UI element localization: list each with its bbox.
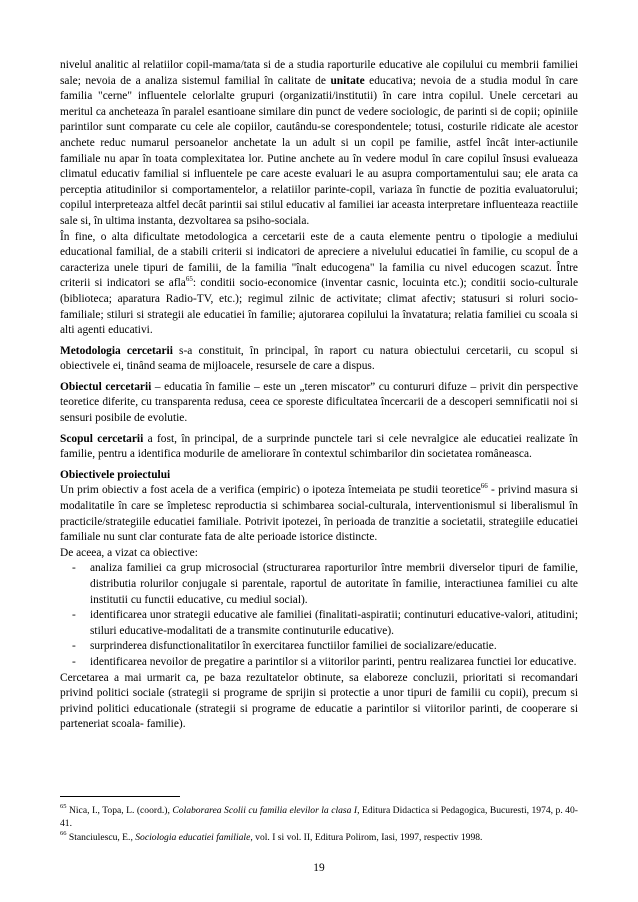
paragraph-recommendations: Cercetarea a mai urmarit ca, pe baza rezultatelor obtinute, sa elaboreze concluzii, prioritati si recomandari privind politici sociale (strategii si programe de sprijin si protectie a unor tipuri de familii cu copii), precum si privind politici educationale (strategii si programe de educatie a parintilor si viitorilor parinti, de cooperare si parteneriat scoala- familie). [60,671,578,731]
paragraph-research-scope: Scopul cercetarii a fost, în principal, de a surprinde punctele tari si cele nevralgice ale educatiei realizate în familie, pentru a identifica modurile de ameliorare în contextul schimbarilor din societatea româneasca. [60,432,578,461]
heading-scope: Scopul cercetarii [60,432,144,445]
paragraph-research-object: Obiectul cercetarii – educatia în familie – este un „teren miscator” cu contururi difuze – privit din perspective teoretice diferite, cu transparenta redusa, ceea ce sporeste dificultatea încercarii de a descoperi semnificatii noi si sensuri posibile de evolutie. [60,380,579,425]
heading-project-objectives: Obiectivele proiectului [60,468,171,481]
paragraph-hypothesis: Un prim obiectiv a fost acela de a verifica (empiric) o ipoteza întemeiata pe studii teoretice$^{66}$ - privind masura si modalitatile în care se împletesc reproductia si schimbarea social-culturala, interventionismul si liberalismul în practicile/strategiile educatiei familiale. Potrivit ipotezei, în perioada de tranzitie a societatii, strategiile educatiei familiale nu sunt clar conturate fata de alte perioade istorice distincte. [60,481,579,544]
page-number: 19 [313,862,325,874]
paragraph-objectives-intro: De aceea, a vizat ca obiective: [60,546,198,559]
paragraph-methodology-issues: nivelul analitic al relatiilor copil-mama/tata si de a studia raporturile educative ale copilului cu membrii familiei sale; nevoia de a analiza sistemul familial în calitate de unitate educativa; nevoia de a studia modul în care familia "cerne" influentele celorlalte grupuri (organizatii/institutii) în care intra copilul. Unele cercetari au meritul ca ancheteaza în paralel esantioane similare din punct de vedere sociologic, de parinti si de copii; opiniile parintilor sunt comparate cu cele ale copiilor, cautându-se corespondentele; totusi, costurile ridicate ale acestor anchete reduc numarul persoanelor anchetate la un adult si un copil pe familie, astfel încât inter-actiunile familiale nu apar în toata complexitatea lor. Putine anchete au în vedere modul în care copilul însusi evalueaza climatul educativ familial si influentele pe care aceste evaluari le au asupra comportamentului sau; ele arata ca perceptia atitudinilor si comportamentelor, a relatiilor parinte-copil, variaza în functie de pozitia evaluatorului; copilul interpreteaza altfel decât parintii sai stilul educativ al familiei iar aceasta interpretare influenteaza reactiile sale si, în ultima instanta, dezvoltarea sa psiho-sociala. [60,59,579,227]
footnote-ref-65: 65 [185,274,193,283]
footnote-65: $^{65}$ Nica, I., Topa, L. (coord.), Colaborarea Scolii cu familia elevilor la clasa I, Editura Didactica si Pedagogica, Bucuresti, 1974, p. 40-41. [60,802,578,829]
paragraph-research-methodology: Metodologia cercetarii s-a constituit, în principal, în raport cu natura obiectului cercetarii, cu scopul si obiectivele ei, tinând seama de mijloacele, resursele de care a dispus. [60,344,578,373]
list-item: - surprinderea disfunctionalitatilor în exercitarea functiilor familiei de socializare/educatie. [60,639,578,655]
paragraph-typology: În fine, o alta dificultate metodologica a cercetarii este de a cauta elemente pentru o tipologie a mediului educational familial, de a stabili criterii si indicatori de apreciere a nivelului educatiei în familie, cu scopul de a caracteriza unele tipuri de familii, de la familia "înalt educogena" la familia cu nivel educogen scazut. Între criterii si indicatori se afla$^{65}$: conditii socio-economice (inventar casnic, locuinta etc.); conditii socio-culturale (biblioteca; aparatura Radio-TV, etc.); regimul zilnic de activitate; climat afectiv; statusuri si roluri socio-familiale; stiluri si strategii ale educatiei în familie; ajutorarea copilului la învatatura; relatia familiei cu scoala si alti agenti educativi. [60,230,578,337]
objectives-list [60,561,578,670]
heading-methodology: Metodologia cercetarii [60,344,173,357]
list-item: - identificarea unor strategii educative ale familiei (finalitati-aspiratii; continuturi educative-valori, atitudini; stiluri educative-modalitati de a transmite continuturile educative). [60,608,578,639]
heading-object: Obiectul cercetarii [60,380,152,393]
footnote-divider [60,796,180,797]
footnote-ref-66: 66 [480,481,488,490]
list-item: - analiza familiei ca grup microsocial (structurarea raporturilor între membrii diverselor tipuri de familie, distributia rolurilor conjugale si parentale, raportul de autoritate în familie, interactiunea familiei cu alte institutii cu functii educative, cu mediul social). [60,561,578,608]
list-item: - identificarea nevoilor de pregatire a parintilor si a viitorilor parinti, pentru realizarea functiei lor educative. [60,655,578,671]
bold-term-unitate: unitate [330,74,365,87]
page-body [60,58,578,733]
footnote-66: $^{66}$ Stanciulescu, E., Sociologia educatiei familiale, vol. I si vol. II, Editura Polirom, Iasi, 1997, respectiv 1998. [60,829,483,843]
